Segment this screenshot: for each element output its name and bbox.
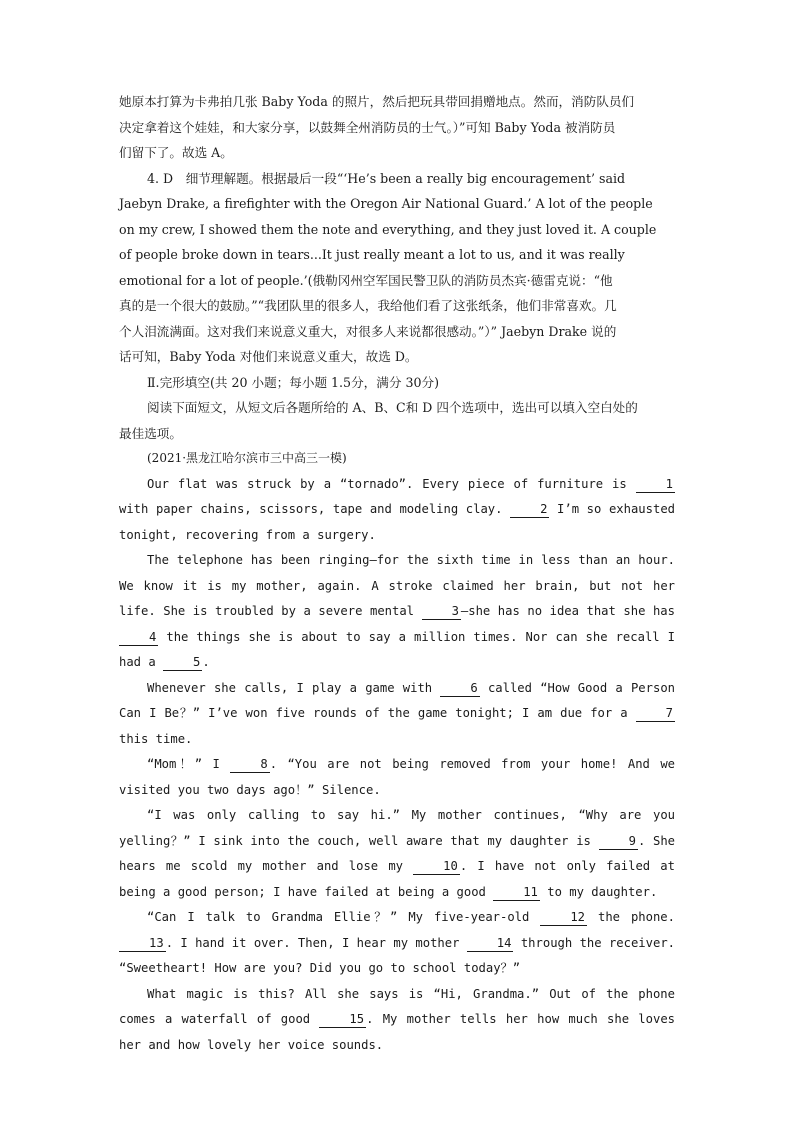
previous-answer-tail (119, 89, 675, 166)
answer-4-explanation (119, 166, 675, 370)
blank-9: 9 (599, 834, 638, 850)
passage-paragraph: Our flat was struck by a “tornado”. Every piece of furniture is 1 with paper chains, scissors, tape and modeling clay. 2 I’m so exhausted tonight, recovering from a surgery. (119, 476, 675, 542)
text-line: of people broke down in tears...It just really meant a lot to us, and it was really (119, 247, 625, 262)
section-heading: Ⅱ.完形填空(共 20 小题；每小题 1.5分，满分 30分) (147, 374, 439, 390)
text-line: 4. D 细节理解题。根据最后一段“‘He’s been a really big encouragement’ said (147, 170, 626, 186)
blank-6: 6 (440, 681, 479, 697)
passage-paragraph: “I was only calling to say hi.” My mother continues, “Why are you yelling？” I sink into the couch, well aware that my daughter is 9 . She hears me scold my mother and lose my 10 . I have not only failed at being a good person; I have failed at being a good 11 to my daughter. (119, 808, 676, 899)
blank-4: 4 (119, 630, 158, 646)
blank-5: 5 (163, 655, 202, 671)
blank-3: 3 (422, 604, 461, 620)
section-instruction: 阅读下面短文，从短文后各题所给的 A、B、C和 D 四个选项中，选出可以填入空白处的 (147, 400, 638, 415)
passage-paragraph: Whenever she calls, I play a game with 6 called “How Good a Person Can I Be？” I’ve won five rounds of the game tonight; I am due for a 7 this time. (119, 680, 675, 746)
text-line: 真的是一个很大的鼓励。”“我团队里的很多人，我给他们看了这张纸条，他们非常喜欢。几 (119, 298, 617, 313)
blank-12: 12 (540, 910, 587, 926)
text-line: 她原本打算为卡弗拍几张 Baby Yoda 的照片，然后把玩具带回捐赠地点。然而，消防队员们 (119, 94, 635, 109)
blank-15: 15 (319, 1012, 366, 1028)
document-page (119, 89, 675, 1058)
blank-11: 11 (493, 885, 540, 901)
text-line: emotional for a lot of people.’(俄勒冈州空军国民警卫队的消防员杰宾·德雷克说：“他 (119, 272, 613, 288)
blank-7: 7 (636, 706, 675, 722)
blank-1: 1 (636, 477, 675, 493)
blank-14: 14 (467, 936, 514, 952)
passage-paragraph: The telephone has been ringing—for the sixth time in less than an hour. We know it is my mother, again. A stroke claimed her brain, but not her life. She is troubled by a severe mental 3 —she has no idea that she has 4 the things she is about to say a million times. Nor can she recall I had a 5 . (119, 553, 675, 669)
text-line: Jaebyn Drake, a firefighter with the Oregon Air National Guard.’ A lot of the people (119, 196, 653, 211)
text-line: 个人泪流满面。这对我们来说意义重大，对很多人来说都很感动。”）” Jaebyn Drake 说的 (119, 323, 617, 339)
blank-13: 13 (119, 936, 166, 952)
text-line: on my crew, I showed them the note and everything, and they just loved it. A couple (119, 221, 657, 237)
blank-8: 8 (230, 757, 269, 773)
passage-paragraph: “Mom！” I 8 . “You are not being removed from your home! And we visited you two days ago！” Silence. (119, 757, 676, 797)
passage-paragraph: “Can I talk to Grandma Ellie？” My five-year-old 12 the phone. 13 . I hand it over. Then, I hear my mother 14 through the receiver. “Sweetheart! How are you? Did you go to school today？” (119, 910, 675, 975)
blank-2: 2 (510, 502, 549, 518)
passage-source: (2021·黑龙江哈尔滨市三中高三一模) (147, 451, 347, 465)
section-instruction-cont: 最佳选项。 (119, 425, 182, 441)
text-line: 决定拿着这个娃娃，和大家分享，以鼓舞全州消防员的士气。）”可知 Baby Yoda 被消防员 (119, 119, 616, 135)
cloze-passage (119, 472, 675, 1059)
text-line: 话可知，Baby Yoda 对他们来说意义重大，故选 D。 (119, 349, 418, 364)
passage-paragraph: What magic is this? All she says is “Hi, Grandma.” Out of the phone comes a waterfall of good 15 . My mother tells her how much she loves her and how lovely her voice sounds. (119, 986, 675, 1052)
text-line: 们留下了。故选 A。 (119, 145, 233, 160)
blank-10: 10 (413, 859, 460, 875)
